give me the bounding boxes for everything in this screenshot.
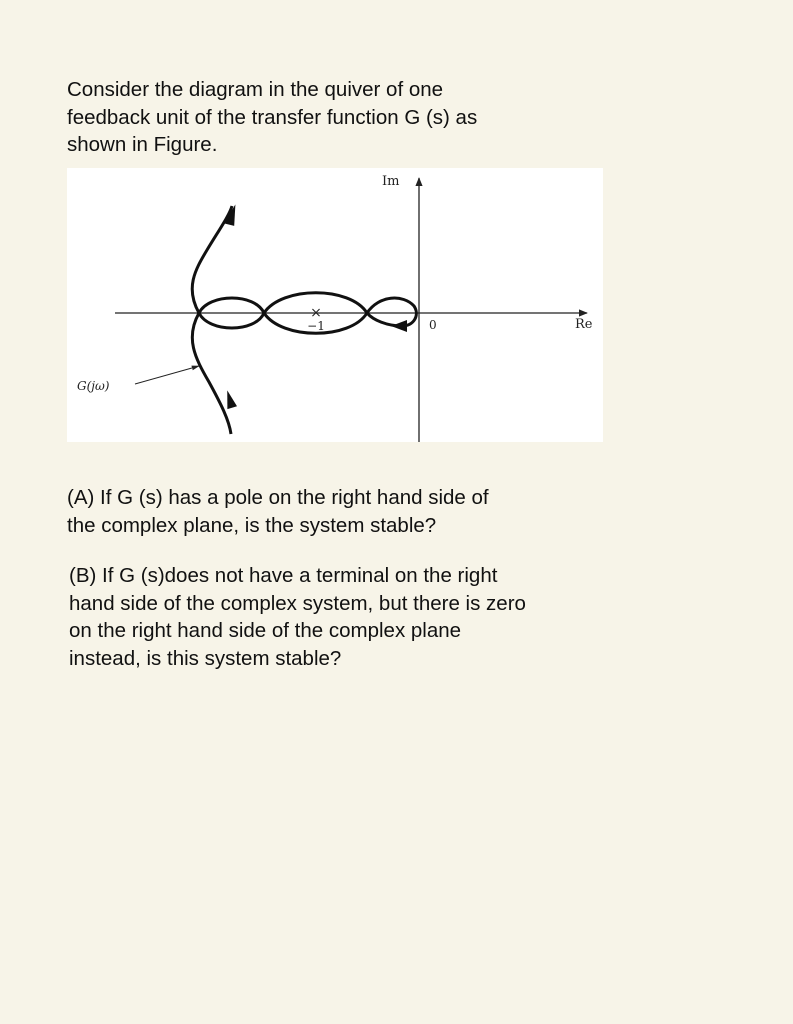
nyquist-plot-svg	[67, 168, 603, 442]
intro-paragraph	[67, 76, 477, 159]
intro-line: feedback unit of the transfer function G (s) as	[67, 105, 478, 129]
intro-line: shown in Figure.	[67, 133, 218, 156]
g-jw-pointer	[135, 366, 199, 384]
question-a-line: the complex plane, is the system stable?	[67, 513, 437, 537]
lower-branch-arrow	[222, 389, 237, 409]
question-a	[67, 484, 489, 539]
re-axis-label: Re	[575, 317, 593, 332]
question-b	[69, 562, 526, 672]
question-b-line: hand side of the complex system, but there is zero	[69, 591, 526, 615]
intro-line: Consider the diagram in the quiver of one	[67, 78, 444, 101]
question-a-line: (A) If G (s) has a pole on the right hand side of	[67, 486, 489, 509]
im-axis-label: Im	[382, 174, 400, 189]
g-jw-label: G(jω)	[77, 379, 110, 393]
nyquist-plot-figure	[67, 168, 603, 442]
origin-label: 0	[429, 318, 437, 332]
nyquist-curve-lower-branch	[192, 313, 231, 434]
minus-one-label: −1	[307, 319, 325, 333]
question-b-line: (B) If G (s)does not have a terminal on the right	[69, 564, 498, 587]
minus-one-marker: ×	[310, 305, 322, 321]
question-b-line: instead, is this system stable?	[69, 646, 342, 670]
nyquist-curve-right-loop	[367, 298, 416, 326]
right-loop-arrow	[391, 320, 407, 332]
question-b-line: on the right hand side of the complex plane	[69, 619, 462, 642]
